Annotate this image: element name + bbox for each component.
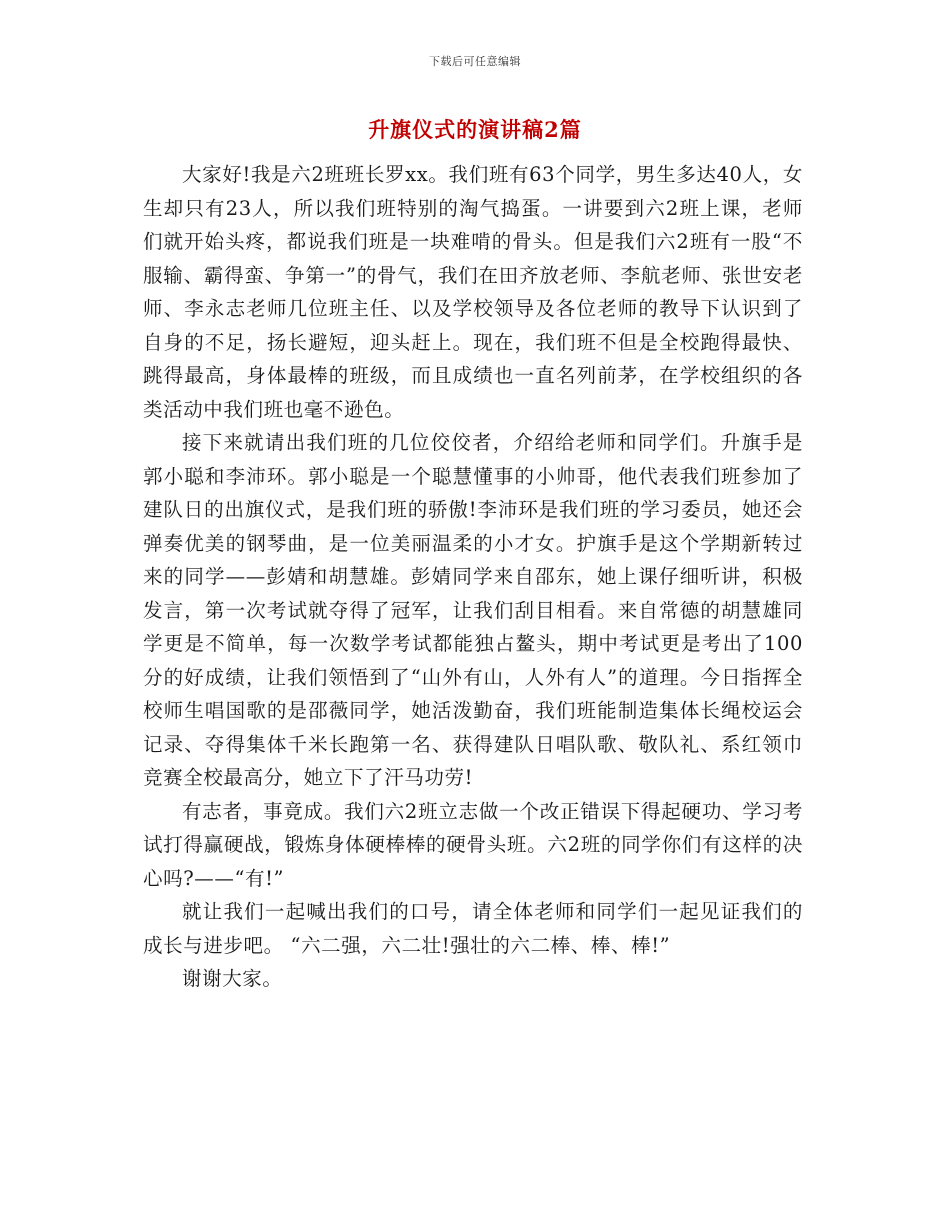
paragraph-greeting: 大家好!我是六2班班长罗xx。我们班有63个同学，男生多达40人，女生却只有23人，所以我们班特别的淘气捣蛋。一讲要到六2班上课，老师们就开始头疼，都说我们班是一块难啃的骨头。但是我们六2班有一股“不服输、霸得蛮、争第一”的骨气，我们在田齐放老师、李航老师、张世安老师、李永志老师几位班主任、以及学校领导及各位老师的教导下认识到了自身的不足，扬长避短，迎头赶上。现在，我们班不但是全校跑得最快、跳得最高，身体最棒的班级，而且成绩也一直名列前茅，在学校组织的各类活动中我们班也毫不逊色。 [143,163,803,421]
document-body [143,158,803,996]
paragraph-slogan: 就让我们一起喊出我们的口号，请全体老师和同学们一起见证我们的成长与进步吧。 “六二强，六二壮!强壮的六二棒、棒、棒!” [143,900,803,957]
paragraph-introductions: 接下来就请出我们班的几位佼佼者，介绍给老师和同学们。升旗手是郭小聪和李沛环。郭小聪是一个聪慧懂事的小帅哥，他代表我们班参加了建队日的出旗仪式，是我们班的骄傲!李沛环是我们班的学习委员，她还会弹奏优美的钢琴曲，是一位美丽温柔的小才女。护旗手是这个学期新转过来的同学——彭婧和胡慧雄。彭婧同学来自邵东，她上课仔细听讲，积极发言，第一次考试就夺得了冠军，让我们刮目相看。来自常德的胡慧雄同学更是不简单，每一次数学考试都能独占鳌头，期中考试更是考出了100分的好成绩，让我们领悟到了“山外有山，人外有人”的道理。今日指挥全校师生唱国歌的是邵薇同学，她活泼勤奋，我们班能制造集体长绳校运会记录、夺得集体千米长跑第一名、获得建队日唱队歌、敬队礼、系红领巾竞赛全校最高分，她立下了汗马功劳! [143,431,803,789]
paragraph-thanks: 谢谢大家。 [182,967,283,990]
paragraph-resolution: 有志者，事竟成。我们六2班立志做一个改正错误下得起硬功、学习考试打得赢硬战，锻炼身体硬棒棒的硬骨头班。六2班的同学你们有这样的决心吗?——“有!” [143,799,803,890]
document-title: 升旗仪式的演讲稿2篇 [368,117,582,142]
page-header-note: 下载后可任意编辑 [429,55,521,68]
